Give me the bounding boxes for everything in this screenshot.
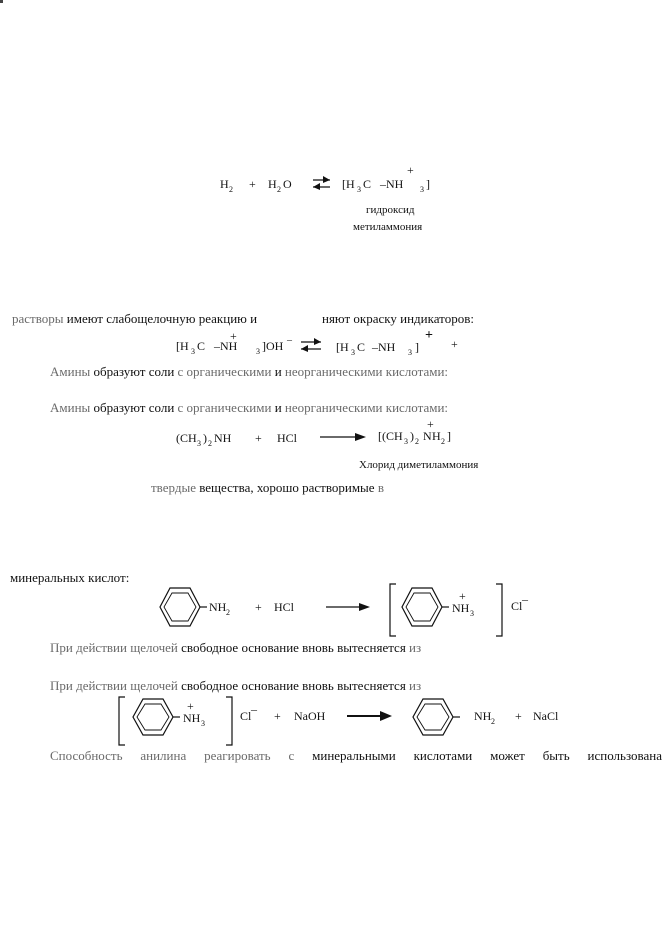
text-8-w2: реагировать bbox=[204, 748, 271, 763]
r2-nh: –NH bbox=[214, 339, 238, 353]
r3-hcl: HCl bbox=[277, 431, 298, 445]
r5-plus2: + bbox=[515, 709, 522, 723]
r2-minus: – bbox=[287, 335, 292, 346]
text-4-g2: в bbox=[374, 480, 384, 495]
r2-rs3: 3 bbox=[351, 348, 355, 357]
text-8-w4: минеральными bbox=[312, 748, 396, 763]
r1-water-sub: 2 bbox=[277, 185, 281, 194]
r5-cl: Cl bbox=[240, 709, 252, 723]
r5-nacl: NaCl bbox=[533, 709, 559, 723]
text-1-a: растворы bbox=[12, 311, 64, 326]
r4-clminus: – bbox=[522, 592, 528, 606]
r4-nh2: NH bbox=[209, 600, 227, 614]
r1-prod: [H bbox=[342, 177, 355, 191]
r4-cl: Cl bbox=[511, 599, 523, 613]
text-8-w5: кислотами bbox=[413, 748, 473, 763]
r1-water: H bbox=[268, 177, 277, 191]
r5-s2: 2 bbox=[491, 717, 495, 726]
text-2-b1: образуют соли bbox=[90, 364, 178, 379]
r5-s3: 3 bbox=[201, 719, 205, 728]
text-2-g2: с органическими bbox=[177, 364, 272, 379]
text-6-g2: из bbox=[409, 640, 422, 655]
r3-pn: N bbox=[423, 429, 432, 443]
r5-nplus: + bbox=[187, 699, 194, 713]
r5-clminus: – bbox=[251, 702, 257, 716]
r1-prod-plus: + bbox=[407, 163, 414, 177]
r4-nh3: NH bbox=[452, 601, 470, 615]
text-5: минеральных кислот: bbox=[10, 570, 130, 585]
text-3-g3: неорганическими кислотами: bbox=[284, 400, 449, 415]
r2-rc: C bbox=[357, 340, 366, 354]
text-4-g1: твердые bbox=[151, 480, 196, 495]
r4-hcl: HCl bbox=[274, 600, 295, 614]
r3-s2: 2 bbox=[208, 439, 212, 448]
r2-lb: [H bbox=[176, 339, 189, 353]
text-8-w7: быть bbox=[542, 748, 570, 763]
r1-prod-sub: 3 bbox=[357, 185, 361, 194]
r3-close: ) bbox=[203, 431, 207, 445]
r3-caption: Хлорид диметиламмония bbox=[359, 459, 479, 471]
text-8 bbox=[50, 748, 662, 764]
r3-pclose: ) bbox=[410, 429, 414, 443]
text-3-g2: с органическими bbox=[177, 400, 272, 415]
r2-rb: [H bbox=[336, 340, 349, 354]
r2-c: C bbox=[197, 339, 206, 353]
r1-prod-sub3b: 3 bbox=[420, 185, 424, 194]
text-8-w6: может bbox=[490, 748, 525, 763]
r2-s3: 3 bbox=[191, 347, 195, 356]
r4-s2: 2 bbox=[226, 608, 230, 617]
text-1-c: няют окраску индикаторов: bbox=[322, 311, 474, 326]
r3-ps2a: 2 bbox=[415, 437, 419, 446]
r2-rclose: ] bbox=[415, 340, 419, 354]
r1-prod-c: C bbox=[363, 177, 372, 191]
r2-plus-top: + bbox=[230, 329, 237, 343]
r1-caption-1: гидроксид bbox=[366, 204, 415, 216]
text-3-b2: и bbox=[271, 400, 285, 415]
r5-arrow bbox=[347, 711, 392, 721]
r1-left: H bbox=[220, 177, 229, 191]
text-1-b: имеют слабощелочную реакцию и bbox=[63, 311, 258, 326]
r2-rplus: + bbox=[425, 328, 433, 343]
r3-reactant: (CH bbox=[176, 431, 197, 445]
r2-rnh: –NH bbox=[372, 340, 396, 354]
r5-naoh: NaOH bbox=[294, 709, 326, 723]
text-6-b1: свободное основание вновь вытесняется bbox=[177, 640, 410, 655]
text-8-w1: анилина bbox=[140, 748, 187, 763]
text-3-b1: образуют соли bbox=[90, 400, 178, 415]
text-8-w3: с bbox=[288, 748, 295, 763]
text-7-b1: свободное основание вновь вытесняется bbox=[177, 678, 410, 693]
r3-nh: NH bbox=[214, 431, 232, 445]
r2-tail-plus: + bbox=[451, 337, 458, 351]
r1-water-o: O bbox=[283, 177, 292, 191]
r5-bracket-right bbox=[226, 697, 232, 745]
r3-prod: [(CH bbox=[378, 429, 403, 443]
r5-plus: + bbox=[274, 709, 281, 723]
text-4-b1: вещества, хорошо растворимые bbox=[195, 480, 375, 495]
r2-s3b: 3 bbox=[256, 347, 260, 356]
text-8-w8: использована bbox=[587, 748, 662, 763]
r1-left-sub: 2 bbox=[229, 185, 233, 194]
r5-bracket-left bbox=[119, 697, 125, 745]
r5-nh2: NH bbox=[474, 709, 492, 723]
r3-ph: H bbox=[432, 429, 441, 443]
r4-nplus: + bbox=[459, 589, 466, 603]
r5-nh3: NH bbox=[183, 711, 201, 725]
r3-ps2: 2 bbox=[441, 437, 445, 446]
r4-plus: + bbox=[255, 600, 262, 614]
text-8-w0: Способность bbox=[50, 748, 123, 763]
r1-prod-nh: –NH bbox=[380, 177, 404, 191]
r3-pbr: ] bbox=[447, 429, 451, 443]
r3-s3: 3 bbox=[197, 439, 201, 448]
r2-oh: ]OH bbox=[262, 339, 284, 353]
r2-rs3b: 3 bbox=[408, 348, 412, 357]
text-2-g3: неорганическими кислотами: bbox=[284, 364, 449, 379]
r3-pplus: + bbox=[427, 417, 434, 431]
text-7-g1: При действии щелочей bbox=[50, 678, 178, 693]
r4-s3: 3 bbox=[470, 609, 474, 618]
text-2-g1: Амины bbox=[50, 364, 91, 379]
text-6-g1: При действии щелочей bbox=[50, 640, 178, 655]
text-7-g2: из bbox=[409, 678, 422, 693]
r1-plus: + bbox=[249, 177, 256, 191]
text-3-g1: Амины bbox=[50, 400, 91, 415]
text-2-b2: и bbox=[271, 364, 285, 379]
r3-plus: + bbox=[255, 431, 262, 445]
r1-prod-close: ] bbox=[426, 177, 430, 191]
r3-ps3: 3 bbox=[404, 437, 408, 446]
r1-caption-2: метиламмония bbox=[353, 221, 423, 233]
